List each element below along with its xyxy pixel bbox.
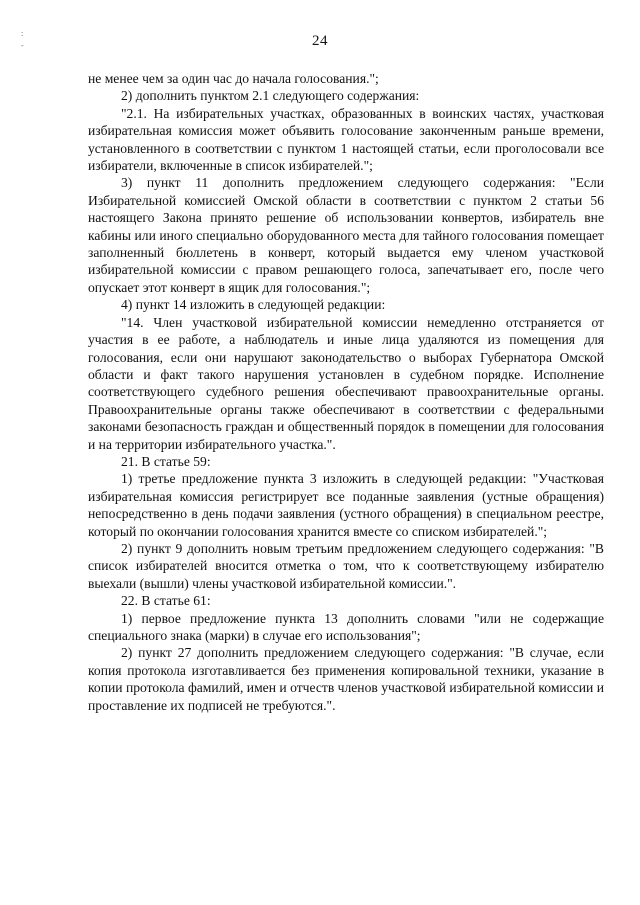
paragraph: 2) дополнить пунктом 2.1 следующего содержания: — [121, 88, 420, 104]
paragraph: 2) пункт 27 дополнить предложением следующего содержания: "В случае, если копия протокола изготавливается без применения копировальной техники, указание в копии протокола фамилий, имен и отчеств членов участковой избирательной комиссии и проставление их подписей не требуются.". — [88, 645, 604, 713]
document-body — [88, 70, 604, 714]
page-number: 24 — [312, 33, 328, 49]
paragraph: "2.1. На избирательных участках, образованных в воинских частях, участковая избирательная комиссия может объявить голосование законченным раньше времени, установленного в соответствии с пунктом 1 настоящей статьи, если проголосовали все избиратели, включенные в список избирателей."; — [88, 105, 604, 174]
paragraph: 3) пункт 11 дополнить предложением следующего содержания: "Если Избирательной комиссией Омской области в соответствии с пунктом 2 статьи 56 настоящего Закона принято решение об использовании конвертов, избиратель вне кабины или иного специально оборудованного места для тайного голосования помещает заполненный бюллетень в конверт, который выдается ему членом участковой избирательной комиссии с правом решающего голоса, запечатывает его, после чего опускает этот конверт в ящик для голосования."; — [88, 175, 604, 295]
paragraph: "14. Член участковой избирательной комиссии немедленно отстраняется от участия в ее работе, а наблюдатель и иные лица удаляются из помещения для голосования, если они нарушают законодательство о выборах Губернатора Омской области и факт такого нарушения установлен в судебном порядке. Исполнение соответствующего судебного решения обеспечивают правоохранительные органы. Правоохранительные органы также обеспечивают в соответствии с федеральными законами безопасность граждан и общественный порядок в помещении для голосования и на территории избирательного участка.". — [88, 314, 604, 452]
paragraph: 4) пункт 14 изложить в следующей редакции: — [121, 297, 386, 313]
margin-mark: - — [21, 41, 24, 50]
paragraph: 21. В статье 59: — [121, 453, 211, 469]
paragraph: 2) пункт 9 дополнить новым третьим предложением следующего содержания: "В список избирателей вносится отметка о том, что к соответствующему избирателю выехали (вышли) члены участковой избирательной комиссии.". — [88, 540, 604, 591]
paragraph: 1) первое предложение пункта 13 дополнить словами "или не содержащие специального знака (марки) в случае его использования"; — [88, 610, 604, 643]
margin-mark: : — [21, 29, 24, 38]
paragraph: 22. В статье 61: — [121, 593, 211, 609]
paragraph: не менее чем за один час до начала голосования."; — [88, 71, 379, 86]
paragraph: 1) третье предложение пункта 3 изложить в следующей редакции: "Участковая избирательная комиссия регистрирует все поданные заявления (устные обращения) непосредственно в день подачи заявления (устного обращения) в специальном реестре, который по окончании голосования хранится вместе со списком избирателей."; — [88, 471, 604, 539]
